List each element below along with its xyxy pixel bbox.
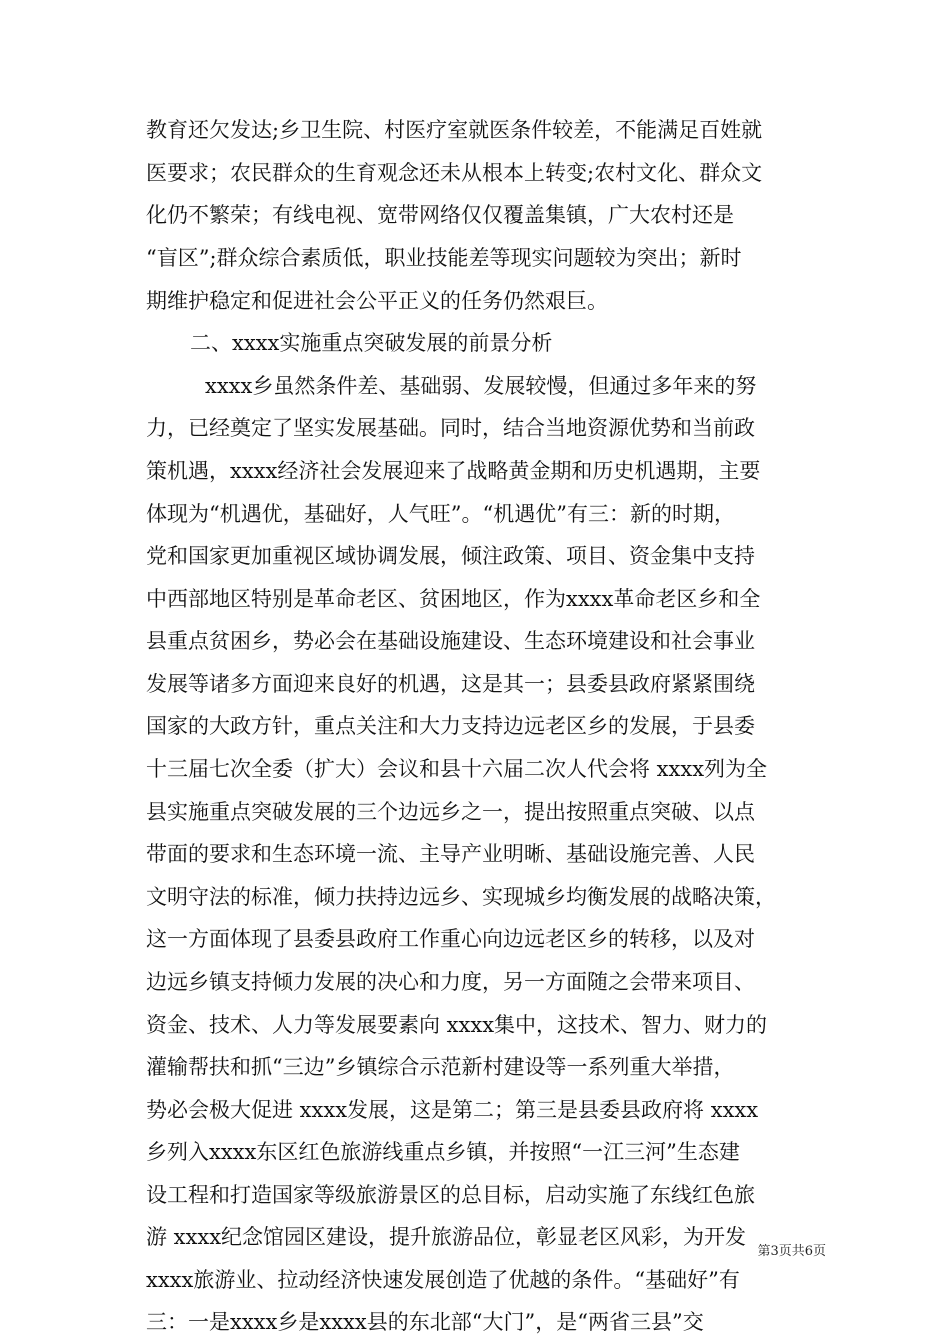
section-heading: 二、xxxx实施重点突破发展的前景分析: [190, 331, 553, 355]
paragraph-line: xxxx乡虽然条件差、基础弱、发展较慢，但通过多年来的努: [205, 374, 757, 398]
paragraph-line: 国家的大政方针，重点关注和大力支持边远老区乡的发展，于县委: [146, 714, 755, 738]
paragraph-line: xxxx旅游业、拉动经济快速发展创造了优越的条件。“基础好”有: [146, 1268, 740, 1292]
paragraph-line: 县重点贫困乡，势必会在基础设施建设、生态环境建设和社会事业: [146, 629, 755, 653]
paragraph-line: 化仍不繁荣；有线电视、宽带网络仅仅覆盖集镇，广大农村还是: [146, 203, 734, 227]
paragraph-line: 发展等诸多方面迎来良好的机遇，这是其一；县委县政府紧紧围绕: [146, 672, 755, 696]
paragraph-line: 乡列入xxxx东区红色旅游线重点乡镇，并按照“一江三河”生态建: [146, 1140, 740, 1164]
paragraph-line: “盲区”;群众综合素质低，职业技能差等现实问题较为突出；新时: [146, 246, 742, 270]
paragraph-line: 医要求；农民群众的生育观念还未从根本上转变;农村文化、群众文: [146, 161, 763, 185]
paragraph-line: 期维护稳定和促进社会公平正义的任务仍然艰巨。: [146, 289, 608, 313]
paragraph-line: 教育还欠发达;乡卫生院、村医疗室就医条件较差，不能满足百姓就: [146, 118, 763, 142]
paragraph-line: 体现为“机遇优，基础好，人气旺”。“机遇优”有三：新的时期，: [146, 502, 735, 526]
paragraph-line: 三：一是xxxx乡是xxxx县的东北部“大门”，是“两省三县”交: [146, 1310, 704, 1334]
paragraph-line: 力，已经奠定了坚实发展基础。同时，结合当地资源优势和当前政: [146, 416, 755, 440]
paragraph-line: 十三届七次全委（扩大）会议和县十六届二次人代会将 xxxx列为全: [146, 757, 768, 781]
paragraph-line: 县实施重点突破发展的三个边远乡之一，提出按照重点突破、以点: [146, 800, 755, 824]
paragraph-line: 带面的要求和生态环境一流、主导产业明晰、基础设施完善、人民: [146, 842, 755, 866]
paragraph-line: 文明守法的标准，倾力扶持边远乡、实现城乡均衡发展的战略决策，: [146, 885, 776, 909]
paragraph-line: 这一方面体现了县委县政府工作重心向边远老区乡的转移，以及对: [146, 927, 755, 951]
paragraph-line: 势必会极大促进 xxxx发展，这是第二；第三是县委县政府将 xxxx: [146, 1098, 759, 1122]
paragraph-line: 策机遇，xxxx经济社会发展迎来了战略黄金期和历史机遇期，主要: [146, 459, 761, 483]
paragraph-line: 灌输帮扶和抓“三边”乡镇综合示范新村建设等一系列重大举措，: [146, 1055, 735, 1079]
paragraph-line: 游 xxxx纪念馆园区建设，提升旅游品位，彰显老区风彩，为开发: [146, 1225, 747, 1249]
paragraph-line: 资金、技术、人力等发展要素向 xxxx集中，这技术、智力、财力的: [146, 1013, 768, 1037]
paragraph-line: 中西部地区特别是革命老区、贫困地区，作为xxxx革命老区乡和全: [146, 587, 761, 611]
paragraph-line: 边远乡镇支持倾力发展的决心和力度，另一方面随之会带来项目、: [146, 970, 755, 994]
paragraph-line: 设工程和打造国家等级旅游景区的总目标，启动实施了东线红色旅: [146, 1183, 755, 1207]
page-number-footer: 第3页共6页: [757, 1244, 826, 1259]
paragraph-line: 党和国家更加重视区域协调发展，倾注政策、项目、资金集中支持: [146, 544, 755, 568]
